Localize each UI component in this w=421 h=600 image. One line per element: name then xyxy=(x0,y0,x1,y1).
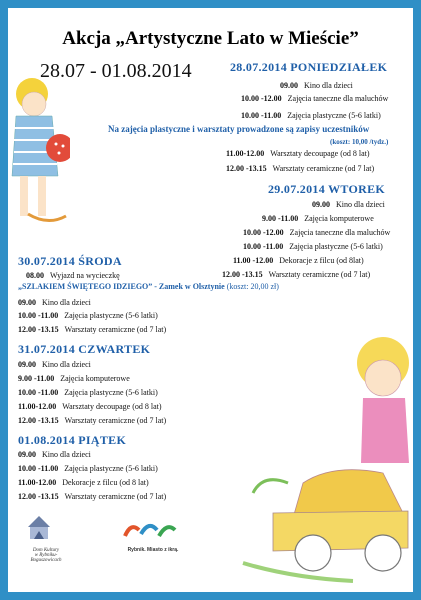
trip-info xyxy=(18,282,279,291)
schedule-row: 10.00 -12.00 Zajęcia taneczne dla maluchów xyxy=(243,228,391,237)
schedule-row: 10.00 -11.00 Zajęcia plastyczne (5-6 latki) xyxy=(243,242,383,251)
schedule-row: 10.00 -11.00 Zajęcia plastyczne (5-6 latki) xyxy=(18,464,158,473)
registration-note: Na zajęcia plastyczne i warsztaty prowadzone są zapisy uczestników xyxy=(108,124,370,134)
schedule-row: 9.00 -11.00 Zajęcia komputerowe xyxy=(262,214,374,223)
schedule-row: 12.00 -13.15 Warsztaty ceramiczne (od 7 lat) xyxy=(222,270,371,279)
trip-name: „SZLAKIEM ŚWIĘTEGO IDZIEGO” - Zamek w Olsztynie xyxy=(18,282,225,291)
day-heading-tuesday: 29.07.2014 WTOREK xyxy=(268,182,386,196)
day-heading-monday: 28.07.2014 PONIEDZIAŁEK xyxy=(230,60,388,74)
schedule-row: 09.00 Kino dla dzieci xyxy=(18,450,91,459)
schedule-row: 12.00 -13.15 Warsztaty ceramiczne (od 7 lat) xyxy=(226,164,375,173)
registration-cost: (koszt: 10,00 /tydz.) xyxy=(330,138,389,146)
house-logo-icon xyxy=(26,513,52,543)
schedule-row: 10.00 -11.00 Zajęcia plastyczne (5-6 latki) xyxy=(241,111,381,120)
day-heading-friday: 01.08.2014 PIĄTEK xyxy=(18,433,127,447)
schedule-row: 11.00-12.00 Warsztaty decoupage (od 8 lat) xyxy=(226,149,370,158)
schedule-row: 10.00 -11.00 Zajęcia plastyczne (5-6 latki) xyxy=(18,311,158,320)
schedule-row: 10.00 -12.00 Zajęcia taneczne dla maluchów xyxy=(241,94,389,103)
schedule-row: 09.00 Kino dla dzieci xyxy=(280,81,353,90)
schedule-row: 11.00-12.00 Dekoracje z filcu (od 8 lat) xyxy=(18,478,149,487)
kids-car-illustration xyxy=(233,313,413,592)
poster-content xyxy=(8,8,413,592)
girl-with-ball-illustration xyxy=(8,76,70,246)
fish-logo-icon xyxy=(123,518,183,542)
poster-title: Akcja „Artystyczne Lato w Mieście” xyxy=(62,28,359,49)
schedule-row: 09.00 Kino dla dzieci xyxy=(18,298,91,307)
logo-right-caption: Rybnik. Miasto z ikrą. xyxy=(127,547,179,553)
schedule-row: 11.00-12.00 Warsztaty decoupage (od 8 lat) xyxy=(18,402,162,411)
schedule-row: 10.00 -11.00 Zajęcia plastyczne (5-6 latki) xyxy=(18,388,158,397)
day-heading-wednesday: 30.07.2014 ŚRODA xyxy=(18,254,122,268)
schedule-row: 11.00 -12.00 Dekoracje z filcu (od 8lat) xyxy=(233,256,364,265)
dom-kultury-logo xyxy=(26,513,66,563)
logo-left-sub: w Rybniku-Boguszowicach xyxy=(30,553,62,563)
rybnik-logo xyxy=(118,518,188,553)
schedule-row: 9.00 -11.00 Zajęcia komputerowe xyxy=(18,374,130,383)
schedule-row: 08.00 Wyjazd na wycieczkę xyxy=(26,271,120,280)
day-heading-thursday: 31.07.2014 CZWARTEK xyxy=(18,342,151,356)
schedule-row: 12.00 -13.15 Warsztaty ceramiczne (od 7 lat) xyxy=(18,492,167,501)
schedule-row: 09.00 Kino dla dzieci xyxy=(312,200,385,209)
schedule-row: 09.00 Kino dla dzieci xyxy=(18,360,91,369)
date-range: 28.07 - 01.08.2014 xyxy=(40,60,192,82)
trip-cost: (koszt: 20,00 zł) xyxy=(226,282,279,291)
logo-left-name: Dom Kultury xyxy=(32,548,60,553)
schedule-row: 12.00 -13.15 Warsztaty ceramiczne (od 7 lat) xyxy=(18,416,167,425)
schedule-row: 12.00 -13.15 Warsztaty ceramiczne (od 7 lat) xyxy=(18,325,167,334)
